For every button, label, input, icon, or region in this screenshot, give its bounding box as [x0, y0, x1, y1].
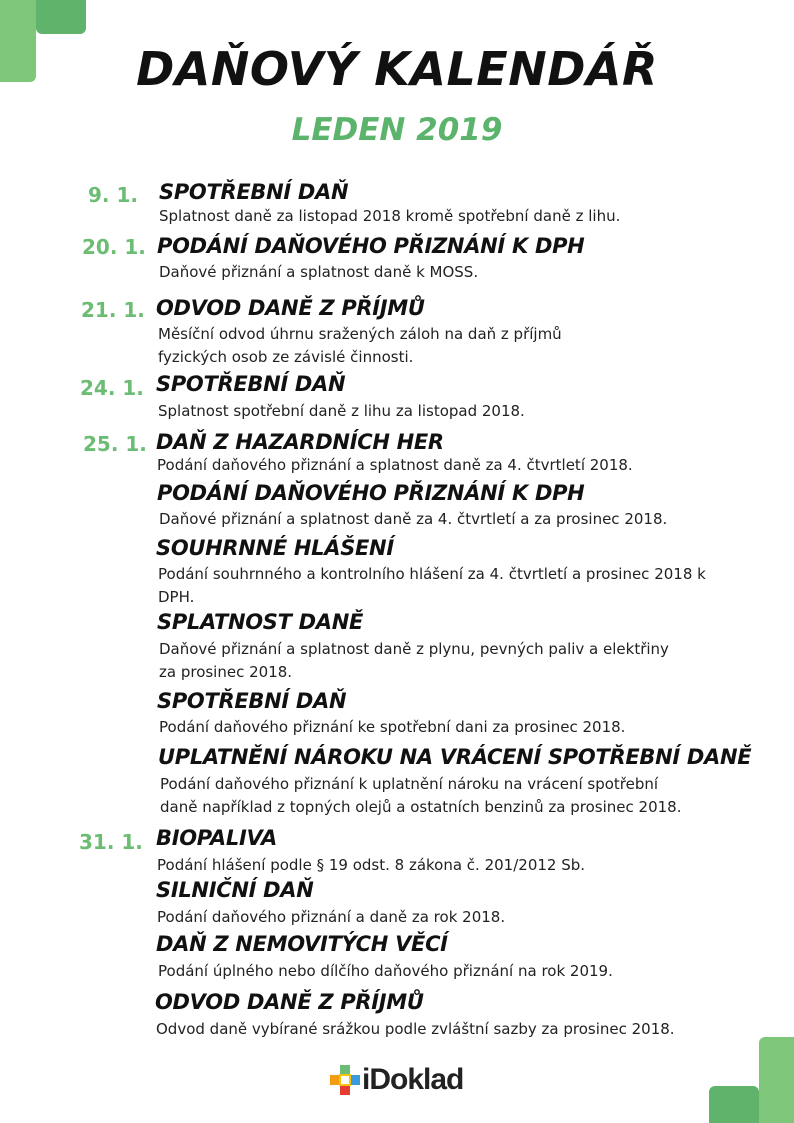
corner-decoration-bottom-right-tab [709, 1086, 759, 1123]
entry-description: Odvod daně vybírané srážkou podle zvláštní sazby za prosinec 2018. [156, 1020, 675, 1038]
entry-heading: SILNIČNÍ DAŇ [156, 878, 314, 902]
entry-heading: UPLATNĚNÍ NÁROKU NA VRÁCENÍ SPOTŘEBNÍ DANĚ [158, 745, 752, 769]
date-label: 24. 1. [80, 376, 144, 400]
entry-heading: ODVOD DANĚ Z PŘÍJMŮ [155, 990, 424, 1014]
entry-description: Podání daňového přiznání a daně za rok 2018. [157, 908, 506, 926]
entry-heading: BIOPALIVA [156, 826, 277, 850]
entry-heading: ODVOD DANĚ Z PŘÍJMŮ [156, 296, 425, 320]
entry-heading: SPOTŘEBNÍ DAŇ [159, 180, 349, 204]
entry-heading: DAŇ Z HAZARDNÍCH HER [156, 430, 444, 454]
entry-description: Daňové přiznání a splatnost daně k MOSS. [159, 263, 479, 281]
entry-description: Splatnost spotřební daně z lihu za listopad 2018. [158, 402, 525, 420]
page-title: DAŇOVÝ KALENDÁŘ [136, 42, 658, 96]
entry-heading: PODÁNÍ DAŇOVÉHO PŘIZNÁNÍ K DPH [157, 481, 585, 505]
corner-decoration-top-left-tab [36, 0, 86, 34]
entry-heading: PODÁNÍ DAŇOVÉHO PŘIZNÁNÍ K DPH [157, 234, 585, 258]
date-label: 25. 1. [83, 432, 147, 456]
date-label: 9. 1. [88, 183, 138, 207]
entry-heading: SPOTŘEBNÍ DAŇ [156, 372, 346, 396]
entry-heading: SPLATNOST DANĚ [157, 610, 364, 634]
entry-description: Podání daňového přiznání k uplatnění nároku na vrácení spotřební daně například z topných olejů a ostatních benzinů za prosinec 2018. [160, 775, 682, 816]
entry-description: Daňové přiznání a splatnost daně z plynu, pevných paliv a elektřiny za prosinec 2018. [159, 640, 669, 681]
entry-description: Splatnost daně za listopad 2018 kromě spotřební daně z lihu. [159, 207, 621, 225]
corner-decoration-bottom-right [759, 1037, 794, 1123]
entry-heading: SPOTŘEBNÍ DAŇ [157, 689, 347, 713]
date-label: 21. 1. [81, 298, 145, 322]
entry-description: Podání hlášení podle § 19 odst. 8 zákona č. 201/2012 Sb. [157, 856, 586, 874]
entry-heading: SOUHRNNÉ HLÁŠENÍ [156, 536, 394, 560]
entry-description: Podání úplného nebo dílčího daňového přiznání na rok 2019. [158, 962, 613, 980]
entry-description: Měsíční odvod úhrnu sražených záloh na daň z příjmů fyzických osob ze závislé činnosti. [158, 325, 562, 366]
entry-description: Podání daňového přiznání a splatnost daně za 4. čtvrtletí 2018. [157, 456, 633, 474]
date-label: 20. 1. [82, 235, 146, 259]
entry-description: Podání daňového přiznání ke spotřební dani za prosinec 2018. [159, 718, 626, 736]
entry-description: Daňové přiznání a splatnost daně za 4. čtvrtletí a za prosinec 2018. [159, 510, 668, 528]
page-subtitle: LEDEN 2019 [291, 112, 503, 148]
idoklad-cross-logo-icon [330, 1065, 360, 1095]
entry-heading: DAŇ Z NEMOVITÝCH VĚCÍ [156, 932, 448, 956]
entry-description: Podání souhrnného a kontrolního hlášení za 4. čtvrtletí a prosinec 2018 k DPH. [158, 565, 706, 606]
idoklad-logo [330, 1063, 463, 1097]
logo-text: iDoklad [362, 1063, 464, 1096]
date-label: 31. 1. [79, 830, 143, 854]
